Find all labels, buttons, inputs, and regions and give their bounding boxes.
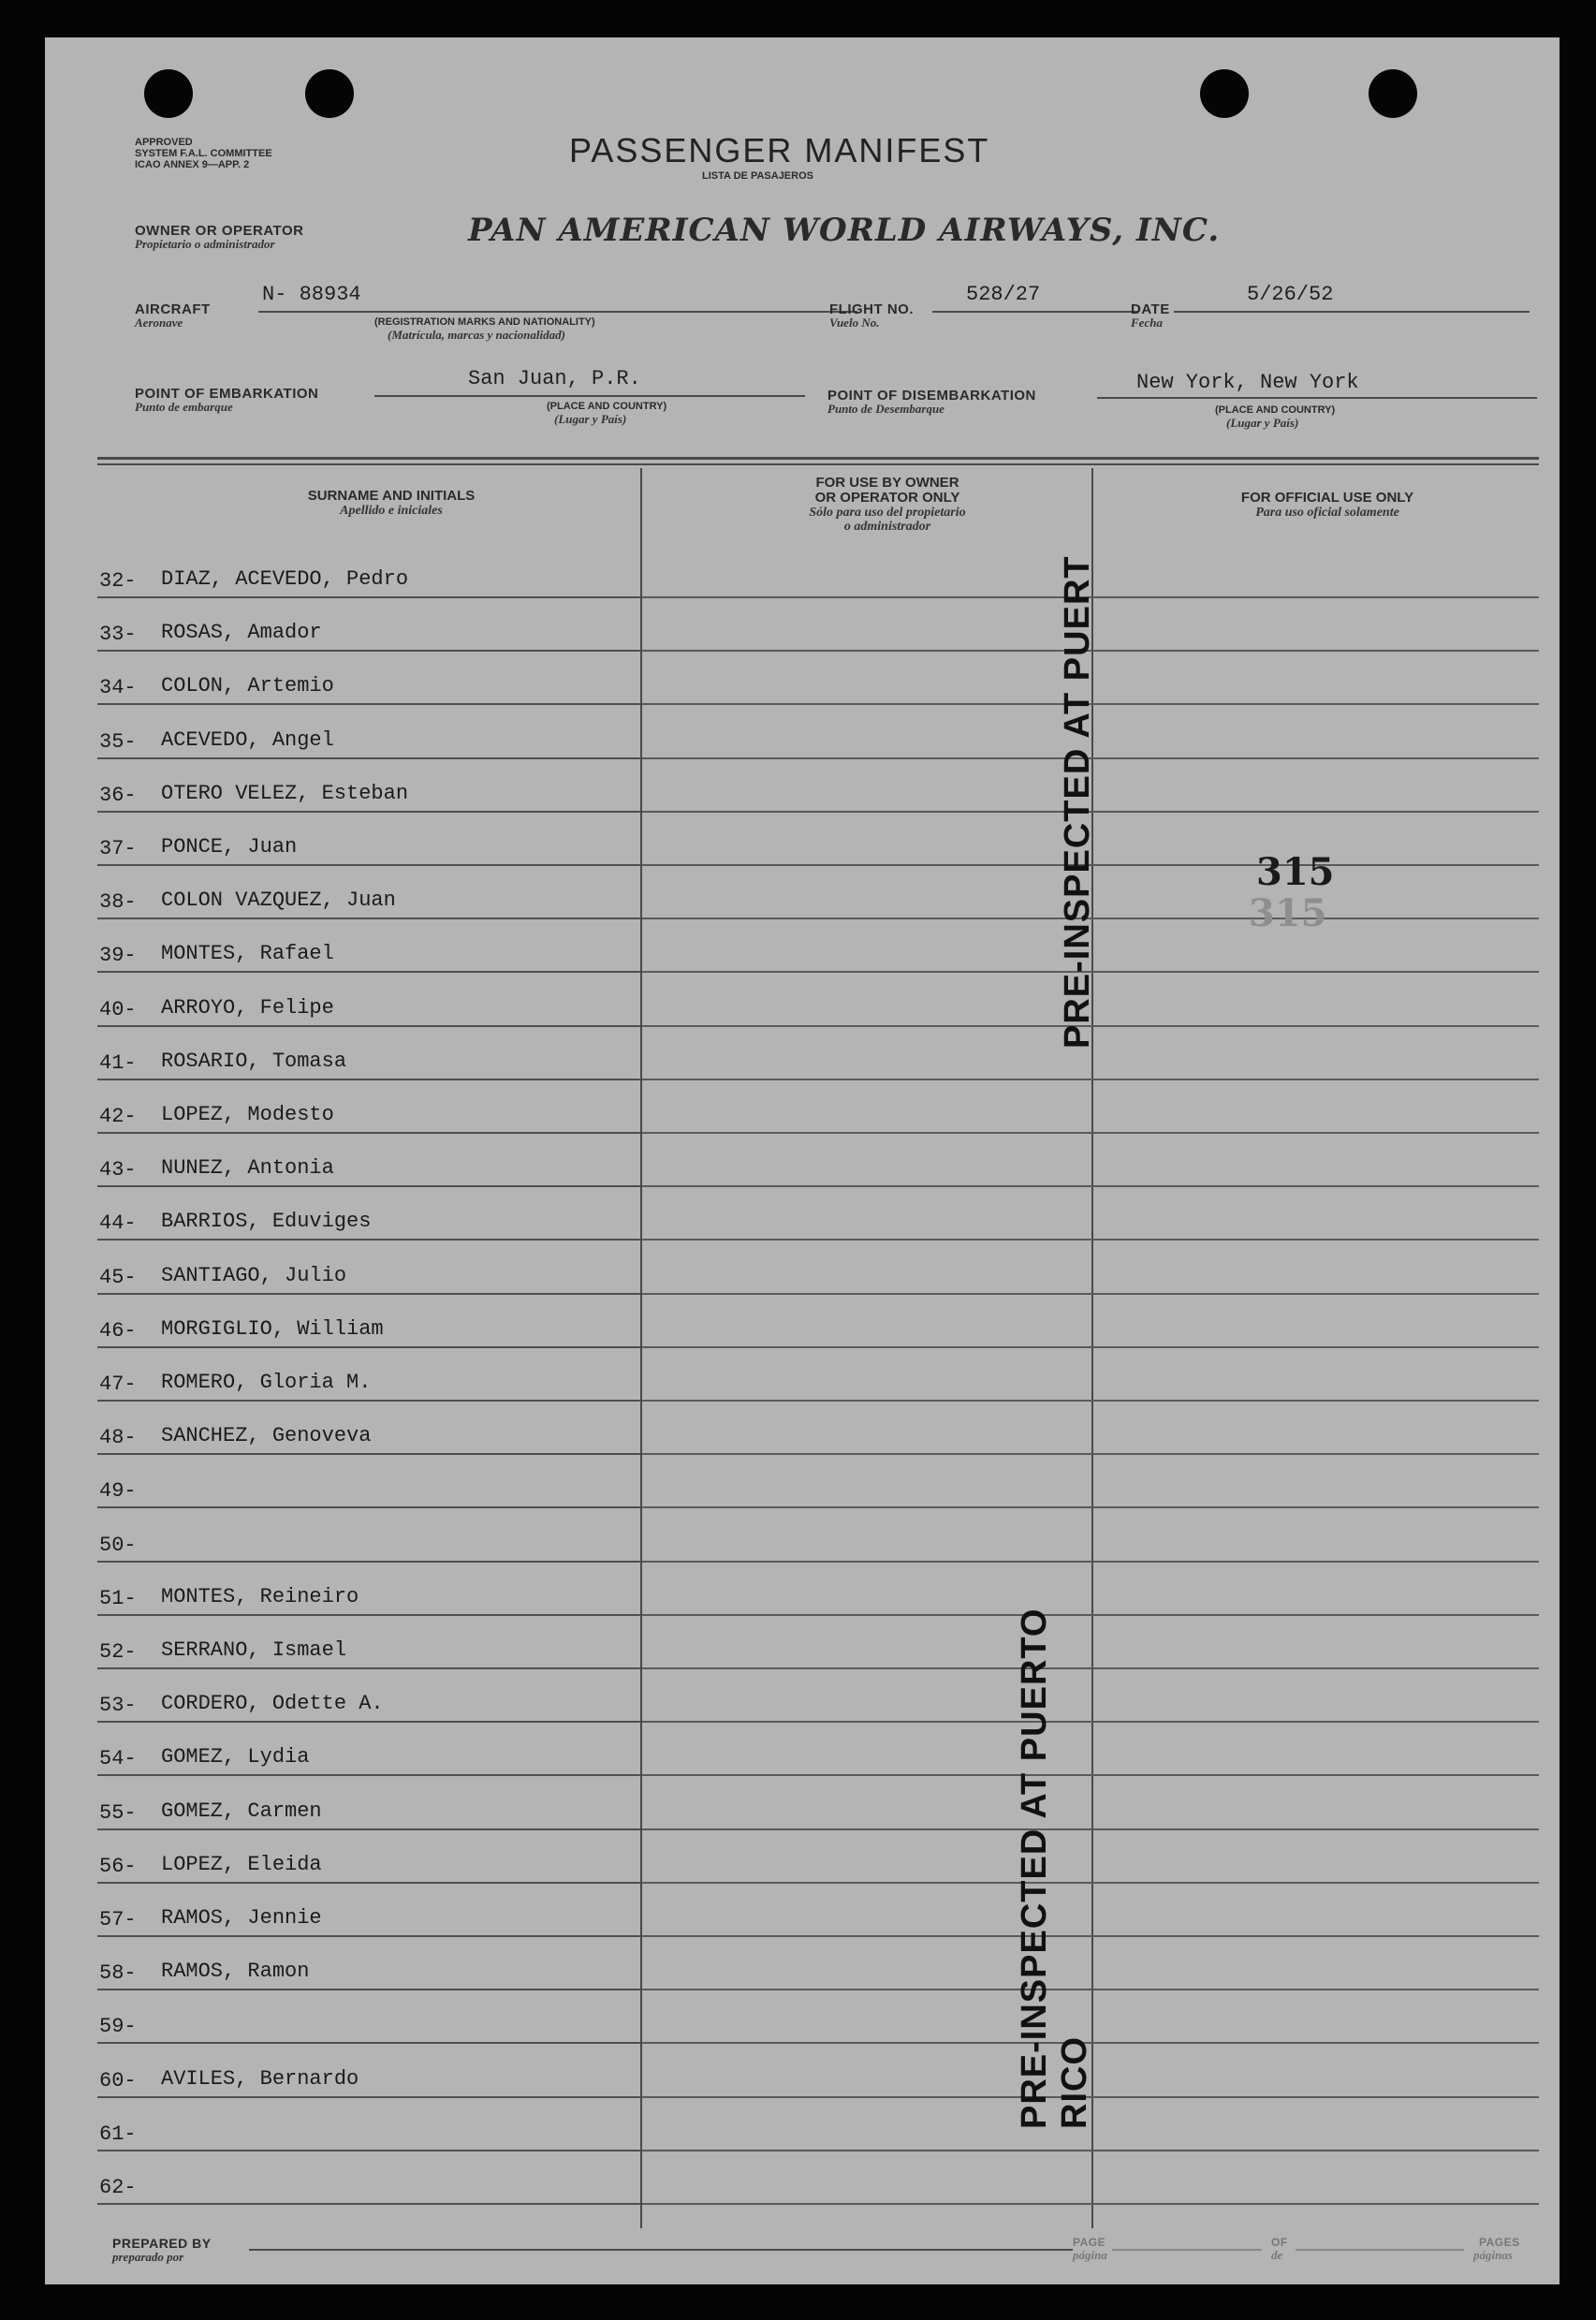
passenger-name: ARROYO, Felipe (161, 995, 334, 1020)
table-row (45, 1241, 1486, 1295)
passenger-name: ROSARIO, Tomasa (161, 1049, 347, 1073)
col-surname-header: SURNAME AND INITIALS (307, 488, 476, 504)
aircraft-label: AIRCRAFT (135, 301, 211, 317)
table-row (45, 1937, 1486, 1990)
table-row (45, 2098, 1486, 2151)
row-number: 42- (99, 1105, 137, 1128)
table-row (45, 1777, 1486, 1830)
punch-hole-1 (144, 69, 193, 118)
passenger-name: BARRIOS, Eduviges (161, 1210, 372, 1234)
row-number: 61- (99, 2122, 137, 2146)
table-row (45, 2151, 1486, 2205)
row-number: 53- (99, 1694, 137, 1718)
table-row (45, 1509, 1486, 1563)
row-number: 55- (99, 1800, 137, 1825)
aircraft-value: N- 88934 (262, 283, 361, 306)
passenger-name: OTERO VELEZ, Esteban (161, 781, 409, 805)
row-number: 52- (99, 1640, 137, 1664)
table-row (45, 1669, 1486, 1723)
table-row (45, 1187, 1486, 1241)
company-name: PAN AMERICAN WORLD AIRWAYS, INC. (468, 212, 1221, 249)
owner-label-es: Propietario o administrador (135, 237, 275, 251)
col-official-header: FOR OFFICIAL USE ONLY (1240, 490, 1414, 506)
row-number: 33- (99, 623, 137, 647)
table-row (45, 706, 1486, 759)
pages-label-es: páginas (1473, 2248, 1513, 2262)
page-title: PASSENGER MANIFEST (569, 131, 990, 169)
table-row (45, 1616, 1486, 1669)
passenger-name: MONTES, Reineiro (161, 1584, 359, 1608)
disembark-label: POINT OF DISEMBARKATION (827, 388, 1036, 404)
table-row (45, 1134, 1486, 1187)
table-row (45, 1402, 1486, 1455)
col-owner-header-line-2: OR OPERATOR ONLY (814, 490, 960, 506)
passenger-name: RAMOS, Ramon (161, 1960, 310, 1984)
passenger-name: COLON VAZQUEZ, Juan (161, 888, 396, 913)
page-rule (1112, 2249, 1262, 2251)
row-number: 48- (99, 1426, 137, 1450)
approval-block (135, 137, 272, 170)
disembark-value: New York, New York (1136, 371, 1359, 394)
flight-rule (932, 311, 1138, 313)
approval-line-3: ICAO ANNEX 9—APP. 2 (135, 159, 250, 170)
passenger-name: RAMOS, Jennie (161, 1906, 322, 1930)
row-number: 40- (99, 997, 137, 1021)
manifest-sheet (45, 37, 1559, 2284)
table-row (45, 1080, 1486, 1134)
table-row (45, 1723, 1486, 1776)
disembark-place-note: (PLACE AND COUNTRY) (1215, 404, 1336, 416)
row-number: 46- (99, 1318, 137, 1343)
row-number: 45- (99, 1265, 137, 1289)
official-number-faint: 315 (1249, 891, 1327, 935)
approval-line-1: APPROVED (135, 137, 193, 148)
table-row (45, 1990, 1486, 2044)
date-label-es: Fecha (1131, 316, 1163, 330)
passenger-name: MONTES, Rafael (161, 942, 334, 966)
col-surname-sub: Apellido e iniciales (340, 504, 443, 518)
row-number: 56- (99, 1854, 137, 1878)
row-number: 44- (99, 1211, 137, 1236)
table-row (45, 2045, 1486, 2098)
passenger-name: PONCE, Juan (161, 835, 298, 859)
pre-inspected-stamp-bottom: PRE-INSPECTED AT PUERTO RICO (1015, 1608, 1094, 2129)
passenger-name: COLON, Artemio (161, 674, 334, 698)
aircraft-rule (258, 311, 857, 313)
passenger-name: SERRANO, Ismael (161, 1638, 347, 1662)
flight-label-es: Vuelo No. (829, 316, 880, 330)
of-label: OF (1271, 2236, 1288, 2249)
table-row (45, 598, 1486, 652)
punch-hole-4 (1369, 69, 1417, 118)
registration-note: (REGISTRATION MARKS AND NATIONALITY) (374, 316, 595, 328)
col-owner-header (644, 476, 1131, 506)
passenger-name: AVILES, Bernardo (161, 2066, 359, 2091)
table-row (45, 1884, 1486, 1937)
passenger-name: SANCHEZ, Genoveva (161, 1424, 372, 1448)
registration-note-es: (Matrícula, marcas y nacionalidad) (388, 328, 565, 342)
col-owner-header-line-1: FOR USE BY OWNER (815, 475, 959, 491)
col-official-sub: Para uso oficial solamente (1255, 506, 1399, 520)
date-label: DATE (1131, 301, 1170, 317)
owner-label: OWNER OR OPERATOR (135, 223, 304, 239)
date-value: 5/26/52 (1247, 283, 1334, 306)
passenger-name: MORGIGLIO, William (161, 1316, 384, 1341)
disembark-label-es: Punto de Desembarque (827, 402, 944, 416)
embark-label-es: Punto de embarque (135, 400, 233, 414)
disembark-rule (1097, 397, 1537, 399)
table-row (45, 1830, 1486, 1884)
table-top-rule (97, 457, 1539, 460)
col-owner-sub (644, 506, 1131, 534)
prepared-by-rule (249, 2249, 1073, 2251)
table-row (45, 759, 1486, 813)
row-number: 49- (99, 1479, 137, 1504)
official-number: 315 (1256, 850, 1335, 894)
col-owner-sub-line-2: o administrador (843, 520, 931, 534)
passenger-name: ROSAS, Amador (161, 621, 322, 645)
prepared-by-label: PREPARED BY (112, 2236, 212, 2251)
passenger-name: GOMEZ, Carmen (161, 1799, 322, 1823)
table-row (45, 1455, 1486, 1508)
passenger-name: LOPEZ, Modesto (161, 1103, 334, 1126)
flight-value: 528/27 (966, 283, 1041, 306)
prepared-by-label-es: preparado por (112, 2250, 184, 2264)
row-number: 58- (99, 1961, 137, 1986)
table-top-rule-2 (97, 463, 1539, 465)
passenger-name: ROMERO, Gloria M. (161, 1371, 372, 1394)
passenger-name: CORDERO, Odette A. (161, 1692, 384, 1716)
row-number: 41- (99, 1050, 137, 1075)
aircraft-label-es: Aeronave (135, 316, 183, 330)
table-row (45, 545, 1486, 598)
embark-place-note: (PLACE AND COUNTRY) (547, 401, 667, 412)
col-owner-sub-line-1: Sólo para uso del propietario (809, 506, 966, 520)
approval-line-2: SYSTEM F.A.L. COMMITTEE (135, 148, 272, 159)
embark-label: POINT OF EMBARKATION (135, 386, 319, 402)
flight-label: FLIGHT NO. (829, 301, 914, 317)
table-row (45, 1348, 1486, 1402)
row-number: 35- (99, 729, 137, 754)
pre-inspected-stamp-top: PRE-INSPECTED AT PUERT (1058, 555, 1097, 1049)
date-rule (1174, 311, 1530, 313)
passenger-name: ACEVEDO, Angel (161, 727, 334, 752)
row-number: 39- (99, 944, 137, 968)
row-number: 60- (99, 2068, 137, 2092)
row-number: 34- (99, 676, 137, 700)
row-number: 62- (99, 2176, 137, 2199)
row-number: 32- (99, 569, 137, 593)
row-rule-right (642, 2203, 1539, 2205)
passenger-name: GOMEZ, Lydia (161, 1745, 310, 1769)
punch-hole-2 (305, 69, 354, 118)
of-rule (1296, 2249, 1464, 2251)
embark-place-note-es: (Lugar y País) (554, 412, 627, 426)
row-number: 54- (99, 1747, 137, 1771)
table-row (45, 1295, 1486, 1348)
of-label-es: de (1271, 2248, 1283, 2262)
passenger-name: DIAZ, ACEVEDO, Pedro (161, 567, 409, 591)
page-label: PAGE (1073, 2236, 1106, 2249)
punch-hole-3 (1200, 69, 1249, 118)
row-number: 47- (99, 1373, 137, 1396)
row-rule (97, 2203, 640, 2205)
pages-label: PAGES (1479, 2236, 1520, 2249)
row-number: 51- (99, 1586, 137, 1610)
passenger-name: NUNEZ, Antonia (161, 1156, 334, 1181)
row-number: 59- (99, 2015, 137, 2039)
row-number: 50- (99, 1533, 137, 1557)
table-row (45, 1027, 1486, 1080)
table-row (45, 1563, 1486, 1616)
row-number: 37- (99, 837, 137, 860)
table-row (45, 974, 1486, 1027)
row-number: 38- (99, 890, 137, 915)
row-number: 57- (99, 1908, 137, 1931)
passenger-name: LOPEZ, Eleida (161, 1852, 322, 1876)
table-row (45, 652, 1486, 705)
embark-value: San Juan, P.R. (468, 367, 641, 390)
page-label-es: página (1073, 2248, 1107, 2262)
disembark-place-note-es: (Lugar y País) (1226, 416, 1299, 430)
passenger-name: SANTIAGO, Julio (161, 1263, 347, 1287)
row-number: 36- (99, 783, 137, 807)
embark-rule (374, 395, 805, 397)
page-title-es: LISTA DE PASAJEROS (702, 170, 813, 182)
row-number: 43- (99, 1158, 137, 1182)
